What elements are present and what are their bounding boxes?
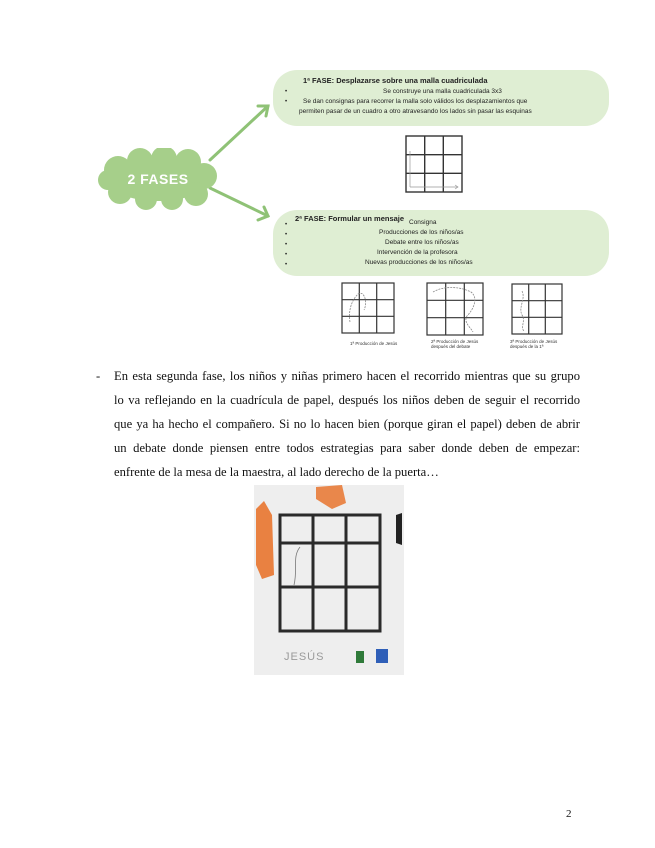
phases-cloud — [96, 148, 220, 210]
paragraph-line: que ya ha hecho el compañero. Si no lo hacen bien (porque giran el papel) deben de abrir — [114, 417, 580, 431]
paragraph-line: En esta segunda fase, los niños y niñas primero hacen el recorrido mientras que su grupo — [114, 369, 580, 383]
cloud-label: 2 FASES — [127, 171, 189, 187]
bullet-icon: • — [285, 252, 288, 258]
paragraph-line: un debate donde piensen entre todos estrategias para saber donde deben de empezar: — [114, 441, 580, 455]
paragraph-line: enfrente de la mesa de la maestra, al lado derecho de la puerta… — [114, 465, 439, 479]
caption-2: 2ª Producción de Jesús después del debate — [431, 339, 479, 349]
paragraph-line: lo va reflejando en la cuadrícula de papel, después los niños deben de seguir el recorrido — [114, 393, 580, 407]
body-paragraph — [114, 364, 580, 484]
production-grid-1 — [338, 280, 398, 344]
phase2-item: Producciones de los niños/as — [379, 229, 464, 236]
phase2-item: Intervención de la profesora — [377, 249, 458, 256]
phase1-item: Se dan consignas para recorrer la malla solo válidos los desplazamientos que — [303, 98, 528, 105]
bullet-icon: • — [285, 89, 288, 95]
phase2-item: Consigna — [409, 219, 437, 226]
bullet-icon: • — [285, 99, 288, 105]
bullet-icon: • — [285, 242, 288, 248]
phase2-item: Debate entre los niños/as — [385, 239, 459, 246]
phase1-title: 1ª FASE: Desplazarse sobre una malla cuadriculada — [303, 76, 488, 85]
child-drawing-photo — [254, 485, 404, 675]
bullet-icon: • — [285, 232, 288, 238]
phase2-box — [273, 210, 609, 276]
bullet-icon: • — [285, 222, 288, 228]
caption-1: 1ª Producción de Jesús — [350, 341, 398, 346]
phase2-title: 2ª FASE: Formular un mensaje — [295, 214, 405, 223]
phase1-item: permiten pasar de un cuadro a otro atravesando los lados sin pasar las esquinas — [299, 108, 532, 115]
drawing-name-label: JESÚS — [284, 651, 325, 663]
caption-3: 3ª Producción de Jesús después de la 1ª — [510, 339, 558, 349]
production-grid-3 — [508, 281, 566, 343]
page-number: 2 — [566, 808, 572, 820]
phase1-grid-figure — [398, 131, 468, 199]
paragraph-bullet: - — [96, 369, 101, 383]
phase2-item: Nuevas producciones de los niños/as — [365, 259, 473, 266]
production-grid-2 — [423, 280, 489, 344]
phase1-item: Se construye una malla cuadriculada 3x3 — [383, 88, 502, 95]
bullet-icon: • — [285, 262, 288, 268]
phase1-box — [273, 70, 609, 126]
